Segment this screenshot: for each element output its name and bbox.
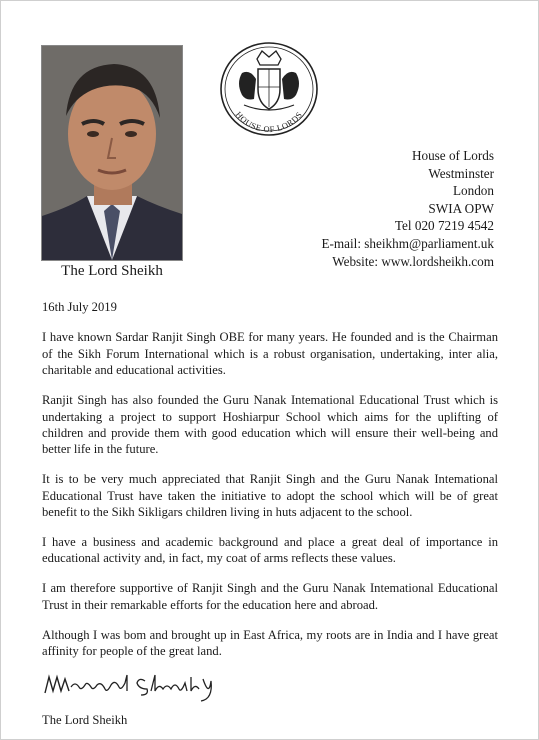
portrait-photo bbox=[41, 45, 183, 261]
signature-image bbox=[41, 669, 241, 703]
paragraph-6: Although I was bom and brought up in East Africa, my roots are in India and I have great affinity for people of the great land. bbox=[42, 627, 498, 658]
signatory-name: The Lord Sheikh bbox=[42, 713, 128, 727]
email-address[interactable]: E-mail: sheikhm@parliament.uk bbox=[321, 235, 494, 251]
photo-caption: The Lord Sheikh bbox=[61, 263, 163, 279]
paragraph-1: I have known Sardar Ranjit Singh OBE for many years. He founded and is the Chairman of the Sikh Forum International which is a robust organisation, undertaking, inter alia, charitable and educational activities. bbox=[42, 330, 498, 378]
phone-number: Tel 020 7219 4542 bbox=[394, 218, 494, 234]
paragraph-5: I am therefore supportive of Ranjit Singh and the Guru Nanak Intemational Educational Trust in their remarkable efforts for the education here and abroad. bbox=[42, 581, 498, 612]
crest-text: HOUSE OF LORDS bbox=[233, 110, 305, 135]
address-block bbox=[321, 147, 494, 270]
portrait-illustration bbox=[42, 46, 182, 260]
handwritten-signature bbox=[41, 669, 241, 703]
address-line-2: Westminster bbox=[428, 165, 494, 181]
address-line-3: London bbox=[452, 183, 494, 199]
letter-body bbox=[42, 299, 498, 673]
address-line-1: House of Lords bbox=[411, 148, 494, 163]
letter-date: 16th July 2019 bbox=[42, 300, 117, 314]
address-line-4: SWIA OPW bbox=[428, 200, 494, 216]
house-of-lords-crest bbox=[214, 39, 324, 139]
paragraph-2: Ranjit Singh has also founded the Guru Nanak Intemational Educational Trust which is undertaking a project to support Hoshiarpur School which aims for the uplifting of children and provide them with good education which will ensure their well-being and better life in the future. bbox=[42, 393, 498, 457]
website-address[interactable]: Website: www.lordsheikh.com bbox=[332, 253, 494, 269]
paragraph-3: It is to be very much appreciated that Ranjit Singh and the Guru Nanak Intemational Educational Trust have taken the initiative to adopt the school which will be of great benefit to the Sikh Sikligars children living in huts adjacent to the school. bbox=[42, 472, 498, 520]
svg-text:HOUSE OF LORDS bbox=[234, 110, 305, 134]
paragraph-4: I have a business and academic background and place a great deal of importance in educational activity and, in fact, my coat of arms reflects these values. bbox=[42, 534, 498, 566]
crest-icon bbox=[214, 39, 324, 139]
